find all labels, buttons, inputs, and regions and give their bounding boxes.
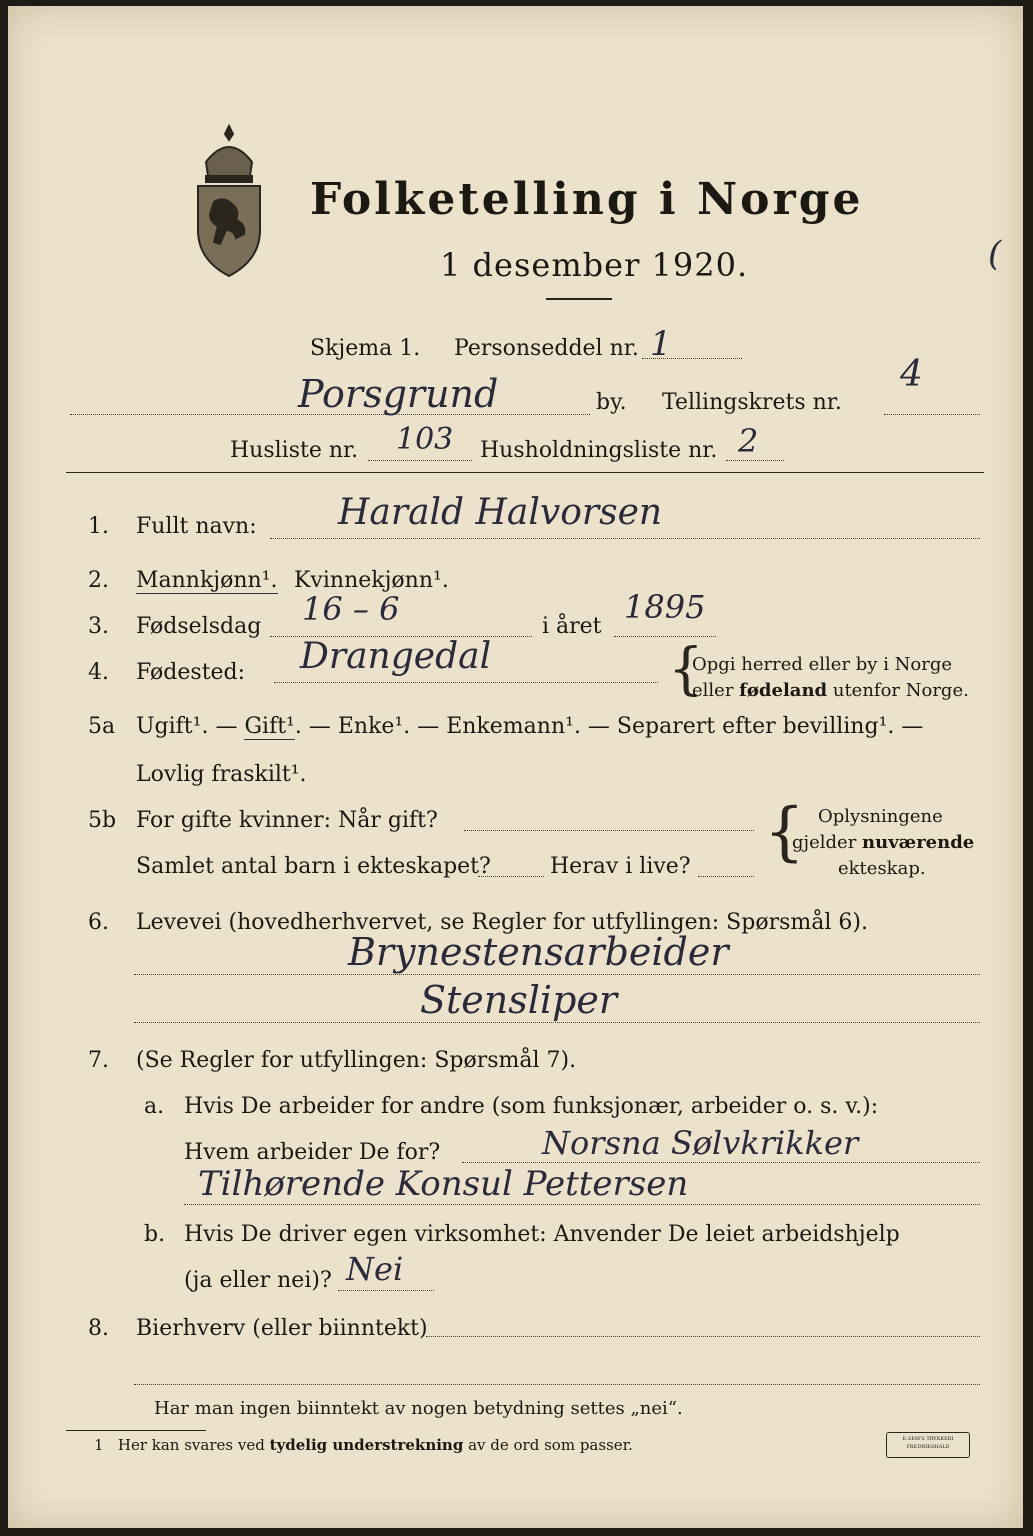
q6-number: 6. bbox=[88, 910, 109, 935]
q6-label: Levevei (hovedherhvervet, se Regler for utfyllingen: Spørsmål 6). bbox=[136, 910, 868, 935]
footnote: 1 Her kan svares ved tydelig understrekning av de ord som passer. bbox=[94, 1436, 633, 1454]
q4-line bbox=[274, 682, 658, 683]
q7b-question: (ja eller nei)? bbox=[184, 1268, 332, 1293]
q5b-number: 5b bbox=[88, 808, 117, 833]
census-form bbox=[8, 6, 1023, 1528]
q3-value[interactable]: 16 – 6 bbox=[302, 590, 400, 628]
q4-number: 4. bbox=[88, 660, 109, 685]
husholdningsliste-value[interactable]: 2 bbox=[738, 422, 759, 460]
by-label: by. bbox=[596, 390, 627, 415]
printer-stamp-line2: FREDRIKSHALD bbox=[906, 1444, 950, 1450]
q7a-line1 bbox=[462, 1162, 980, 1163]
printer-stamp bbox=[886, 1432, 970, 1458]
q6-line2 bbox=[134, 1022, 980, 1023]
q7a-line2 bbox=[184, 1204, 980, 1205]
q5a-gift[interactable]: Gift¹ bbox=[244, 714, 295, 739]
page-title: Folketelling i Norge bbox=[310, 174, 864, 225]
q1-number: 1. bbox=[88, 514, 109, 539]
q7a-question: Hvem arbeider De for? bbox=[184, 1140, 441, 1165]
q2-female[interactable]: Kvinnekjønn¹. bbox=[294, 568, 449, 593]
personseddel-label: Personseddel nr. bbox=[454, 336, 639, 361]
q1-line bbox=[270, 538, 980, 539]
q6-value1[interactable]: Brynestensarbeider bbox=[348, 930, 729, 974]
husliste-label: Husliste nr. bbox=[230, 438, 359, 463]
husliste-line bbox=[368, 460, 472, 461]
husliste-value[interactable]: 103 bbox=[396, 422, 454, 457]
personseddel-value[interactable]: 1 bbox=[650, 324, 672, 364]
q8-line2 bbox=[134, 1384, 980, 1385]
q7b-value[interactable]: Nei bbox=[346, 1250, 404, 1288]
q2-number: 2. bbox=[88, 568, 109, 593]
q5b-label2: Samlet antal barn i ekteskapet? bbox=[136, 854, 491, 879]
q5b-label3: Herav i live? bbox=[550, 854, 691, 879]
footer-note: Har man ingen biinntekt av nogen betydning settes „nei“. bbox=[154, 1398, 683, 1419]
q4-brace: { bbox=[668, 637, 704, 702]
q5b-label1: For gifte kvinner: Når gift? bbox=[136, 808, 438, 833]
q1-label: Fullt navn: bbox=[136, 514, 257, 539]
q3-number: 3. bbox=[88, 614, 109, 639]
q4-note-line1: Opgi herred eller by i Norge bbox=[692, 654, 953, 675]
q5a-number: 5a bbox=[88, 714, 116, 739]
title-divider bbox=[546, 298, 612, 300]
q4-label: Fødested: bbox=[136, 660, 246, 685]
q7-label: (Se Regler for utfyllingen: Spørsmål 7). bbox=[136, 1048, 577, 1073]
census-date: 1 desember 1920. bbox=[440, 246, 749, 284]
husholdningsliste-label: Husholdningsliste nr. bbox=[480, 438, 718, 463]
q4-value[interactable]: Drangedal bbox=[300, 636, 492, 677]
q5b-gift-line bbox=[464, 830, 754, 831]
q1-value[interactable]: Harald Halvorsen bbox=[338, 492, 663, 533]
tellingskrets-line bbox=[884, 414, 980, 415]
q7a-label: Hvis De arbeider for andre (som funksjonær, arbeider o. s. v.): bbox=[184, 1094, 879, 1119]
q5b-note2: gjelder nuværende bbox=[792, 832, 975, 853]
husholdningsliste-line bbox=[726, 460, 784, 461]
q3-label: Fødselsdag bbox=[136, 614, 262, 639]
q7b-label: Hvis De driver egen virksomhet: Anvender De leiet arbeidshjelp bbox=[184, 1222, 900, 1247]
q6-line1 bbox=[134, 974, 980, 975]
q7-number: 7. bbox=[88, 1048, 109, 1073]
q8-number: 8. bbox=[88, 1316, 109, 1341]
q7b-line bbox=[338, 1290, 434, 1291]
q5b-brace: { bbox=[764, 795, 805, 869]
q8-label: Bierhverv (eller biinntekt) bbox=[136, 1316, 428, 1341]
city-value[interactable]: Porsgrund bbox=[298, 372, 499, 416]
q7a-value1[interactable]: Norsna Sølvkrikker bbox=[542, 1124, 859, 1162]
q5a-line1: Ugift¹. — Gift¹. — Enke¹. — Enkemann¹. — Separert efter bevilling¹. — bbox=[136, 714, 924, 739]
q3-year-value[interactable]: 1895 bbox=[624, 588, 706, 626]
footnote-rule bbox=[66, 1430, 206, 1431]
q4-note-line2: eller fødeland utenfor Norge. bbox=[692, 680, 969, 701]
q6-value2[interactable]: Stensliper bbox=[420, 978, 618, 1022]
q8-line1 bbox=[426, 1336, 980, 1337]
q5b-note3: ekteskap. bbox=[838, 858, 926, 879]
header-rule bbox=[66, 472, 984, 473]
margin-mark: ( bbox=[988, 234, 1002, 274]
q7a-number: a. bbox=[144, 1094, 165, 1119]
q7a-value2[interactable]: Tilhørende Konsul Pettersen bbox=[198, 1164, 689, 1204]
q3-year-label: i året bbox=[542, 614, 602, 639]
q5b-barn-line bbox=[478, 876, 544, 877]
skjema-label: Skjema 1. bbox=[310, 336, 421, 361]
q5b-ilive-line bbox=[698, 876, 754, 877]
tellingskrets-value[interactable]: 4 bbox=[900, 354, 923, 395]
q2-male[interactable]: Mannkjønn¹. bbox=[136, 568, 278, 593]
coat-of-arms-icon bbox=[184, 122, 274, 282]
q7b-number: b. bbox=[144, 1222, 166, 1247]
printer-stamp-line1: E.SEM'S TRYKKERI bbox=[902, 1436, 954, 1442]
q5b-note1: Oplysningene bbox=[818, 806, 943, 827]
tellingskrets-label: Tellingskrets nr. bbox=[662, 390, 842, 415]
q5a-line2[interactable]: Lovlig fraskilt¹. bbox=[136, 762, 307, 787]
